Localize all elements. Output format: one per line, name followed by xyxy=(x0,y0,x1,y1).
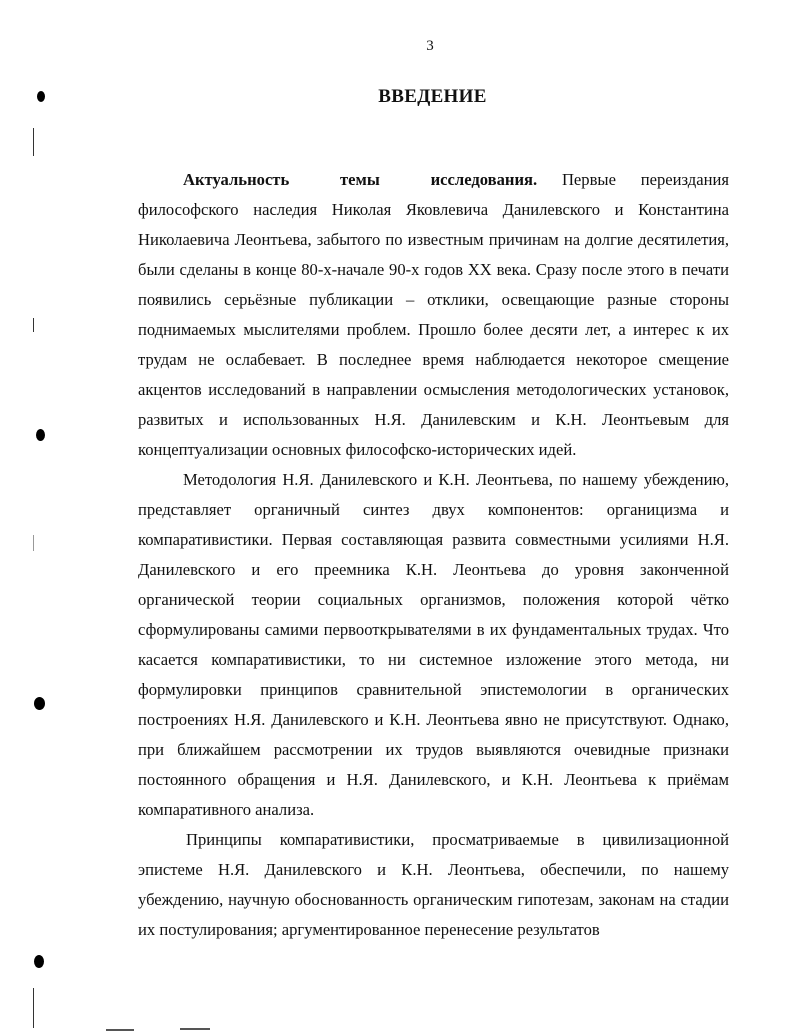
paragraph-1-lead: Актуальность темы исследования. xyxy=(183,170,538,189)
page-title: ВВЕДЕНИЕ xyxy=(378,86,487,107)
margin-line xyxy=(33,318,34,332)
scan-mark xyxy=(36,429,45,441)
scan-scribble xyxy=(106,1029,134,1031)
margin-line xyxy=(33,988,34,1028)
paragraph-1 xyxy=(138,165,729,465)
paragraph-1-text: Первые переиздания философского наследия Николая Яковлевича Данилевского и Константина Николаевича Леонтьева, забытого по известным причинам на долгие десятилетия, были сделаны в конце 80-х-начале 90-х годов XX века. Сразу после этого в печати появились серьёзные публикации – отклики, освещающие разные стороны поднимаемых мыслителями проблем. Прошло более десяти лет, а интерес к их трудам не ослабевает. В последнее время наблюдается некоторое смещение акцентов исследований в направлении осмысления методологических установок, развитых и использованных Н.Я. Данилевским и К.Н. Леонтьевым для концептуализации основных философско-исторических идей. xyxy=(138,170,729,459)
margin-line xyxy=(33,535,34,551)
page-number: 3 xyxy=(426,38,434,54)
paragraph-3: Принципы компаративистики, просматриваемые в цивилизационной эпистеме Н.Я. Данилевского и К.Н. Леонтьева, обеспечили, по нашему убеждению, научную обоснованность органическим гипотезам, законам на стадии их постулирования; аргументированное перенесение результатов xyxy=(138,830,729,939)
document-body xyxy=(138,165,729,945)
margin-line xyxy=(33,128,34,156)
scan-mark xyxy=(34,697,45,710)
scan-mark xyxy=(34,955,44,968)
paragraph-2: Методология Н.Я. Данилевского и К.Н. Леонтьева, по нашему убеждению, представляет органичный синтез двух компонентов: органицизма и компаративистики. Первая составляющая развита совместными усилиями Н.Я. Данилевского и его преемника К.Н. Леонтьева до уровня законченной органической теории социальных организмов, положения которой чётко сформулированы самими первооткрывателями в их фундаментальных трудах. Что касается компаративистики, то ни системное изложение этого метода, ни формулировки принципов сравнительной эпистемологии в органических построениях Н.Я. Данилевского и К.Н. Леонтьева явно не присутствуют. Однако, при ближайшем рассмотрении их трудов выявляются очевидные признаки постоянного обращения и Н.Я. Данилевского, и К.Н. Леонтьева к приёмам компаративного анализа. xyxy=(138,470,729,819)
scan-scribble xyxy=(180,1028,210,1030)
scan-mark xyxy=(37,91,45,102)
